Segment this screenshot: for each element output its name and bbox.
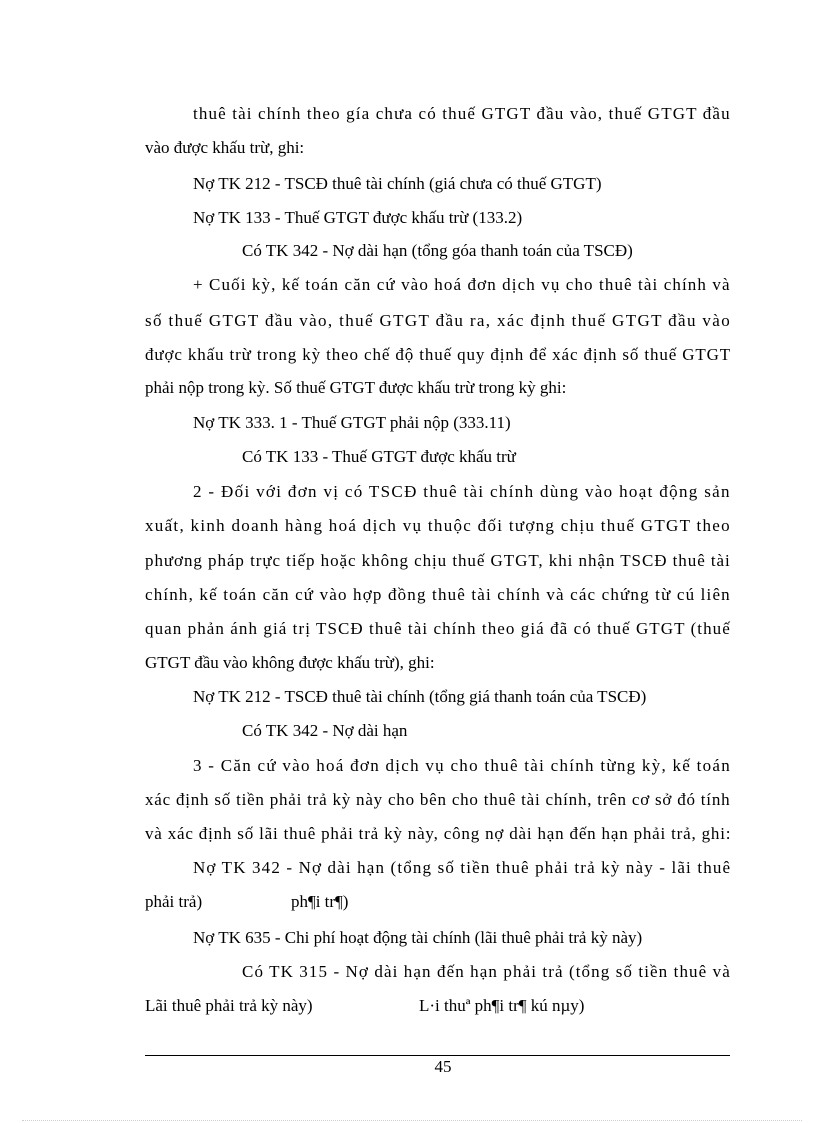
text-line: Lãi thuê phải trả kỳ này)	[145, 996, 313, 1015]
text-line: L·i thuª ph¶i tr¶ kú nµy)	[419, 996, 585, 1015]
text-line: quan phản ánh giá trị TSCĐ thuê tài chính theo giá đã có thuế GTGT (thuế	[145, 619, 731, 638]
text-line: Nợ TK 212 - TSCĐ thuê tài chính (tổng giá thanh toán của TSCĐ)	[193, 687, 647, 706]
text-line: Có TK 342 - Nợ dài hạn	[242, 721, 408, 740]
text-line: xuất, kinh doanh hàng hoá dịch vụ thuộc đối tượng chịu thuế GTGT theo	[145, 516, 731, 535]
text-line: GTGT đầu vào không được khấu trừ), ghi:	[145, 653, 435, 672]
text-line: thuê tài chính theo gía chưa có thuế GTGT đầu vào, thuế GTGT đầu	[193, 104, 731, 123]
text-line: Có TK 315 - Nợ dài hạn đến hạn phải trả (tổng số tiền thuê và	[242, 962, 731, 981]
text-line: chính, kế toán căn cứ vào hợp đồng thuê tài chính và các chứng từ cú liên	[145, 585, 731, 604]
text-line: Nợ TK 333. 1 - Thuế GTGT phải nộp (333.11)	[193, 413, 511, 432]
footer-divider	[145, 1055, 730, 1056]
page-number: 45	[434, 1057, 452, 1076]
text-line: xác định số tiền phải trả kỳ này cho bên cho thuê tài chính, trên cơ sở đó tính	[145, 790, 731, 809]
text-line: phải trả)	[145, 892, 203, 911]
text-line: phải nộp trong kỳ. Số thuế GTGT được khấu trừ trong kỳ ghi:	[145, 378, 567, 397]
page-bottom-edge	[22, 1120, 802, 1121]
text-line: Có TK 133 - Thuế GTGT được khấu trừ	[242, 447, 516, 466]
text-line: vào được khấu trừ, ghi:	[145, 138, 305, 157]
text-line: + Cuối kỳ, kế toán căn cứ vào hoá đơn dịch vụ cho thuê tài chính và	[193, 275, 731, 294]
text-line: 3 - Căn cứ vào hoá đơn dịch vụ cho thuê tài chính từng kỳ, kế toán	[193, 756, 732, 775]
text-line: và xác định số lãi thuê phải trả kỳ này, công nợ dài hạn đến hạn phải trả, ghi:	[145, 824, 732, 843]
text-line: được khấu trừ trong kỳ theo chế độ thuế quy định để xác định số thuế GTGT	[145, 345, 732, 364]
text-line: phương pháp trực tiếp hoặc không chịu thuế GTGT, khi nhận TSCĐ thuê tài	[145, 551, 731, 570]
text-line: số thuế GTGT đầu vào, thuế GTGT đầu ra, xác định thuế GTGT đầu vào	[145, 311, 732, 330]
text-line: Nợ TK 212 - TSCĐ thuê tài chính (giá chưa có thuế GTGT)	[193, 174, 602, 193]
text-line: Nợ TK 342 - Nợ dài hạn (tổng số tiền thuê phải trả kỳ này - lãi thuê	[193, 858, 732, 877]
text-line: Nợ TK 635 - Chi phí hoạt động tài chính (lãi thuê phải trả kỳ này)	[193, 928, 643, 947]
text-line: Có TK 342 - Nợ dài hạn (tổng góa thanh toán của TSCĐ)	[242, 241, 633, 260]
text-line: Nợ TK 133 - Thuế GTGT được khấu trừ (133.2)	[193, 208, 523, 227]
text-line: ph¶i tr¶)	[291, 892, 349, 911]
text-line: 2 - Đối với đơn vị có TSCĐ thuê tài chính dùng vào hoạt động sản	[193, 482, 731, 501]
